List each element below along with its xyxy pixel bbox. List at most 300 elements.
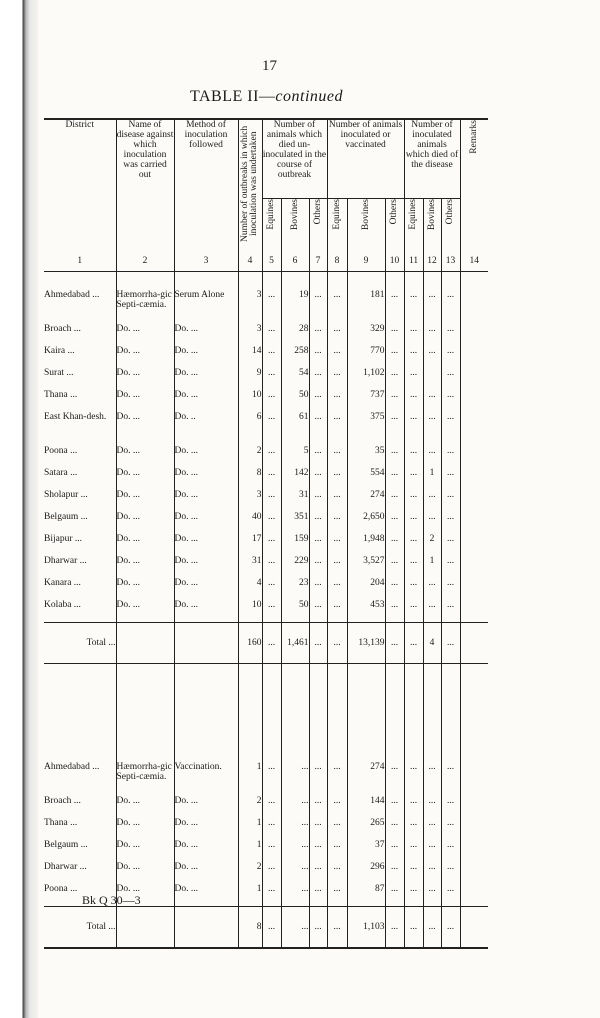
remarks-cell [460,884,488,907]
value-cell-c8: ... [327,796,347,818]
value-cell-c11: ... [404,368,423,390]
value-cell-c10: ... [385,578,404,600]
spacer-cell [404,272,423,291]
column-number: 9 [347,251,385,272]
table-row [44,796,488,818]
column-number: 7 [309,251,327,272]
table-row [44,512,488,534]
value-cell-c5: ... [262,490,281,512]
value-cell-c10: ... [385,490,404,512]
value-cell-c4: 31 [238,556,262,578]
value-cell-c10: ... [385,600,404,623]
value-cell-c4: 10 [238,600,262,623]
disease-cell: Do. ... [116,600,174,623]
value-cell-c5: ... [262,840,281,862]
spacer-cell [309,272,327,291]
value-cell-c8: ... [327,346,347,368]
header-row-groups [44,119,488,199]
value-cell-c5: ... [262,412,281,446]
district-cell: Surat ... [44,368,74,378]
total-value-c4: 160 [238,623,262,664]
column-number: 13 [441,251,460,272]
value-cell-c8: ... [327,762,347,796]
table-title-continued: continued [275,88,344,105]
total-value-c6: ... [281,907,309,949]
remarks-cell [460,346,488,368]
disease-cell: Do. ... [116,368,174,390]
value-cell-c7: ... [309,534,327,556]
value-cell-c8: ... [327,818,347,840]
spacer-row [44,272,488,291]
method-cell: Do. ... [174,556,238,578]
value-cell-c7: ... [309,762,327,796]
value-cell-c10: ... [385,762,404,796]
district-cell: Dharwar ... [44,556,87,566]
total-value-c12: ... [423,907,441,949]
spacer-cell [238,664,262,745]
value-cell-c13: ... [441,324,460,346]
value-cell-c11: ... [404,600,423,623]
value-cell-c12: ... [423,884,441,907]
value-cell-c8: ... [327,534,347,556]
value-cell-c13: ... [441,412,460,446]
spacer-cell [174,664,238,745]
column-number: 4 [238,251,262,272]
total-value-c6: 1,461 [281,623,309,664]
value-cell-c12: 2 [423,534,441,556]
value-cell-c9: 37 [347,840,385,862]
district-cell: Kaira ... [44,346,75,356]
spacer-cell [174,744,238,762]
total-value-c9: 13,139 [347,623,385,664]
total-label: Total ... [44,623,116,664]
spacer-cell [327,664,347,745]
value-cell-c10: ... [385,818,404,840]
value-cell-c12: ... [423,390,441,412]
value-cell-c6: 19 [281,290,309,324]
table-row [44,446,488,468]
disease-cell: Do. ... [116,324,174,346]
total-cell [174,907,238,949]
method-cell: Do. ... [174,446,238,468]
value-cell-c6: ... [281,796,309,818]
value-cell-c11: ... [404,578,423,600]
value-cell-c11: ... [404,796,423,818]
spacer-cell [238,272,262,291]
header-others-2: Others [385,199,404,252]
column-number: 11 [404,251,423,272]
district-cell: Poona ... [44,884,78,894]
table-title [190,88,343,106]
value-cell-c13: ... [441,390,460,412]
value-cell-c7: ... [309,796,327,818]
value-cell-c10: ... [385,556,404,578]
value-cell-c11: ... [404,512,423,534]
value-cell-c13: ... [441,600,460,623]
value-cell-c12: ... [423,512,441,534]
remarks-cell [460,600,488,623]
value-cell-c6: 159 [281,534,309,556]
value-cell-c9: 296 [347,862,385,884]
method-cell: Do. ... [174,796,238,818]
value-cell-c4: 1 [238,840,262,862]
value-cell-c11: ... [404,390,423,412]
value-cell-c10: ... [385,862,404,884]
value-cell-c4: 1 [238,762,262,796]
disease-cell: Do. ... [116,446,174,468]
value-cell-c6: ... [281,818,309,840]
value-cell-c9: 204 [347,578,385,600]
header-inoculated-died: Number of inoculated animals which died of the disease [404,119,460,199]
district-cell: Sholapur ... [44,490,88,500]
spacer-cell [441,744,460,762]
value-cell-c10: ... [385,884,404,907]
value-cell-c7: ... [309,346,327,368]
value-cell-c6: 50 [281,600,309,623]
spacer-cell [327,272,347,291]
value-cell-c7: ... [309,862,327,884]
total-value-c13: ... [441,623,460,664]
method-cell: Do. ... [174,390,238,412]
district-cell: Belgaum ... [44,840,88,850]
value-cell-c4: 9 [238,368,262,390]
value-cell-c7: ... [309,390,327,412]
spacer-cell [404,744,423,762]
district-cell: Satara ... [44,468,78,478]
value-cell-c13: ... [441,840,460,862]
disease-cell: Hæmorrha-gic Septi-cæmia. [116,290,174,324]
value-cell-c13: ... [441,578,460,600]
value-cell-c4: 1 [238,884,262,907]
spacer-cell [347,744,385,762]
value-cell-c6: 142 [281,468,309,490]
value-cell-c13: ... [441,346,460,368]
remarks-cell [460,490,488,512]
spacer-cell [460,272,488,291]
header-district: District [44,119,116,251]
value-cell-c7: ... [309,512,327,534]
value-cell-c5: ... [262,796,281,818]
value-cell-c8: ... [327,512,347,534]
total-value-c7: ... [309,623,327,664]
value-cell-c13: ... [441,512,460,534]
remarks-cell [460,512,488,534]
spacer-cell [174,272,238,291]
spacer-cell [116,744,174,762]
disease-cell: Do. ... [116,512,174,534]
total-label: Total ... [44,907,116,949]
header-remarks [460,119,488,251]
value-cell-c5: ... [262,884,281,907]
value-cell-c10: ... [385,840,404,862]
remarks-cell [460,290,488,324]
spacer-cell [44,664,116,745]
value-cell-c9: 554 [347,468,385,490]
header-outbreaks [238,119,262,251]
disease-cell: Do. ... [116,840,174,862]
value-cell-c9: 3,527 [347,556,385,578]
column-number: 2 [116,251,174,272]
method-cell: Do. ... [174,884,238,907]
disease-cell: Do. ... [116,862,174,884]
value-cell-c6: 31 [281,490,309,512]
value-cell-c11: ... [404,884,423,907]
value-cell-c6: 258 [281,346,309,368]
header-bovines-3: Bovines [423,199,441,252]
value-cell-c5: ... [262,762,281,796]
spacer-cell [385,664,404,745]
method-cell: Do. ... [174,600,238,623]
total-value-c9: 1,103 [347,907,385,949]
value-cell-c11: ... [404,840,423,862]
total-value-c10: ... [385,623,404,664]
value-cell-c8: ... [327,290,347,324]
header-equines-2: Equines [327,199,347,252]
spacer-cell [385,744,404,762]
spacer-cell [116,272,174,291]
value-cell-c10: ... [385,368,404,390]
book-spine [0,0,38,1018]
value-cell-c9: 1,948 [347,534,385,556]
column-number: 5 [262,251,281,272]
total-value-c7: ... [309,907,327,949]
value-cell-c7: ... [309,290,327,324]
column-number: 1 [44,251,116,272]
value-cell-c11: ... [404,490,423,512]
spacer-cell [441,664,460,745]
value-cell-c9: 265 [347,818,385,840]
value-cell-c9: 144 [347,796,385,818]
value-cell-c8: ... [327,862,347,884]
value-cell-c7: ... [309,556,327,578]
header-died-uninoculated: Number of animals which died un-inoculated in the course of outbreak [262,119,327,199]
value-cell-c12: ... [423,346,441,368]
value-cell-c4: 17 [238,534,262,556]
value-cell-c4: 2 [238,796,262,818]
method-cell: Do. ... [174,346,238,368]
value-cell-c10: ... [385,446,404,468]
value-cell-c9: 737 [347,390,385,412]
spacer-cell [44,744,116,762]
disease-cell: Hæmorrha-gic Septi-cæmia. [116,762,174,796]
value-cell-c4: 8 [238,468,262,490]
value-cell-c4: 2 [238,446,262,468]
value-cell-c9: 375 [347,412,385,446]
value-cell-c9: 181 [347,290,385,324]
value-cell-c5: ... [262,578,281,600]
district-cell: Kanara ... [44,578,81,588]
method-cell: Do. ... [174,490,238,512]
spacer-cell [44,272,116,291]
header-disease: Name of disease against which inoculation was carried out [116,119,174,251]
spacer-cell [262,744,281,762]
method-cell: Vaccination. [174,762,238,796]
value-cell-c12: ... [423,412,441,446]
value-cell-c11: ... [404,556,423,578]
method-cell: Do. ... [174,840,238,862]
value-cell-c13: ... [441,884,460,907]
total-value-c10: ... [385,907,404,949]
value-cell-c11: ... [404,818,423,840]
disease-cell: Do. ... [116,534,174,556]
value-cell-c5: ... [262,290,281,324]
statistics-table [44,118,488,949]
remarks-cell [460,556,488,578]
total-row [44,623,488,664]
remarks-cell [460,840,488,862]
value-cell-c5: ... [262,534,281,556]
value-cell-c10: ... [385,534,404,556]
district-cell: Belgaum ... [44,512,88,522]
total-cell [174,623,238,664]
value-cell-c11: ... [404,534,423,556]
table-title-main: TABLE II— [190,88,276,105]
value-cell-c8: ... [327,490,347,512]
value-cell-c9: 770 [347,346,385,368]
total-value-c13: ... [441,907,460,949]
value-cell-c4: 1 [238,818,262,840]
spacer-cell [309,744,327,762]
value-cell-c9: 453 [347,600,385,623]
spacer-row [44,744,488,762]
value-cell-c5: ... [262,446,281,468]
value-cell-c12: 1 [423,556,441,578]
value-cell-c4: 14 [238,346,262,368]
value-cell-c10: ... [385,796,404,818]
value-cell-c4: 3 [238,490,262,512]
value-cell-c10: ... [385,346,404,368]
value-cell-c6: ... [281,840,309,862]
value-cell-c6: ... [281,762,309,796]
value-cell-c8: ... [327,600,347,623]
district-cell: Kolaba ... [44,600,81,610]
table-row [44,578,488,600]
district-cell: Broach ... [44,324,81,334]
remarks-cell [460,534,488,556]
total-value-c11: ... [404,623,423,664]
table-row [44,346,488,368]
spacer-cell [327,744,347,762]
district-cell: Bijapur ... [44,534,82,544]
header-inoculated: Number of animals inoculated or vaccinated [327,119,404,199]
remarks-cell [460,578,488,600]
value-cell-c7: ... [309,446,327,468]
total-cell [116,623,174,664]
value-cell-c6: 50 [281,390,309,412]
header-others-3: Others [441,199,460,252]
value-cell-c5: ... [262,818,281,840]
remarks-cell [460,468,488,490]
value-cell-c12: ... [423,840,441,862]
method-cell: Do. ... [174,468,238,490]
value-cell-c9: 329 [347,324,385,346]
spacer-cell [441,272,460,291]
value-cell-c12: ... [423,578,441,600]
value-cell-c5: ... [262,512,281,534]
remarks-cell [460,368,488,390]
disease-cell: Do. ... [116,390,174,412]
column-number-row [44,251,488,272]
value-cell-c8: ... [327,578,347,600]
column-number: 14 [460,251,488,272]
district-cell: Ahmedabad ... [44,762,100,772]
disease-cell: Do. ... [116,796,174,818]
spacer-cell [238,744,262,762]
value-cell-c6: ... [281,884,309,907]
remarks-cell [460,762,488,796]
value-cell-c9: 87 [347,884,385,907]
section-serum-body [44,272,488,745]
value-cell-c4: 2 [238,862,262,884]
value-cell-c5: ... [262,556,281,578]
spacer-cell [423,664,441,745]
value-cell-c11: ... [404,762,423,796]
total-value-c4: 8 [238,907,262,949]
column-number: 6 [281,251,309,272]
value-cell-c7: ... [309,840,327,862]
value-cell-c6: ... [281,862,309,884]
value-cell-c11: ... [404,446,423,468]
value-cell-c4: 40 [238,512,262,534]
value-cell-c7: ... [309,490,327,512]
table-row [44,324,488,346]
value-cell-c8: ... [327,556,347,578]
spacer-cell [460,744,488,762]
value-cell-c9: 274 [347,762,385,796]
total-value-c5: ... [262,907,281,949]
spacer-cell [423,744,441,762]
district-cell: Thana ... [44,390,78,400]
value-cell-c5: ... [262,390,281,412]
header-bovines-1: Bovines [281,199,309,252]
value-cell-c6: 28 [281,324,309,346]
value-cell-c5: ... [262,346,281,368]
spacer-cell [347,664,385,745]
value-cell-c7: ... [309,468,327,490]
table-row [44,468,488,490]
remarks-cell [460,324,488,346]
value-cell-c9: 2,650 [347,512,385,534]
total-value-c8: ... [327,907,347,949]
spacer-cell [385,272,404,291]
table-row [44,290,488,324]
header-remarks-text: Remarks [468,120,479,154]
remarks-cell [460,446,488,468]
spacer-cell [116,664,174,745]
value-cell-c10: ... [385,512,404,534]
value-cell-c9: 35 [347,446,385,468]
total-value-c5: ... [262,623,281,664]
value-cell-c5: ... [262,368,281,390]
district-cell: Ahmedabad ... [44,290,100,300]
value-cell-c7: ... [309,578,327,600]
district-cell: East Khan-desh. [44,412,107,422]
value-cell-c12: ... [423,762,441,796]
method-cell: Serum Alone [174,290,238,324]
disease-cell: Do. ... [116,490,174,512]
value-cell-c11: ... [404,412,423,446]
header-outbreaks-text: Number of outbreaks in which inoculation was undertaken [240,125,259,243]
total-value-c12: 4 [423,623,441,664]
value-cell-c13: ... [441,490,460,512]
value-cell-c7: ... [309,324,327,346]
value-cell-c10: ... [385,290,404,324]
header-equines-3: Equines [404,199,423,252]
value-cell-c8: ... [327,324,347,346]
method-cell: Do. ... [174,818,238,840]
value-cell-c12: ... [423,818,441,840]
header-equines-1: Equines [262,199,281,252]
